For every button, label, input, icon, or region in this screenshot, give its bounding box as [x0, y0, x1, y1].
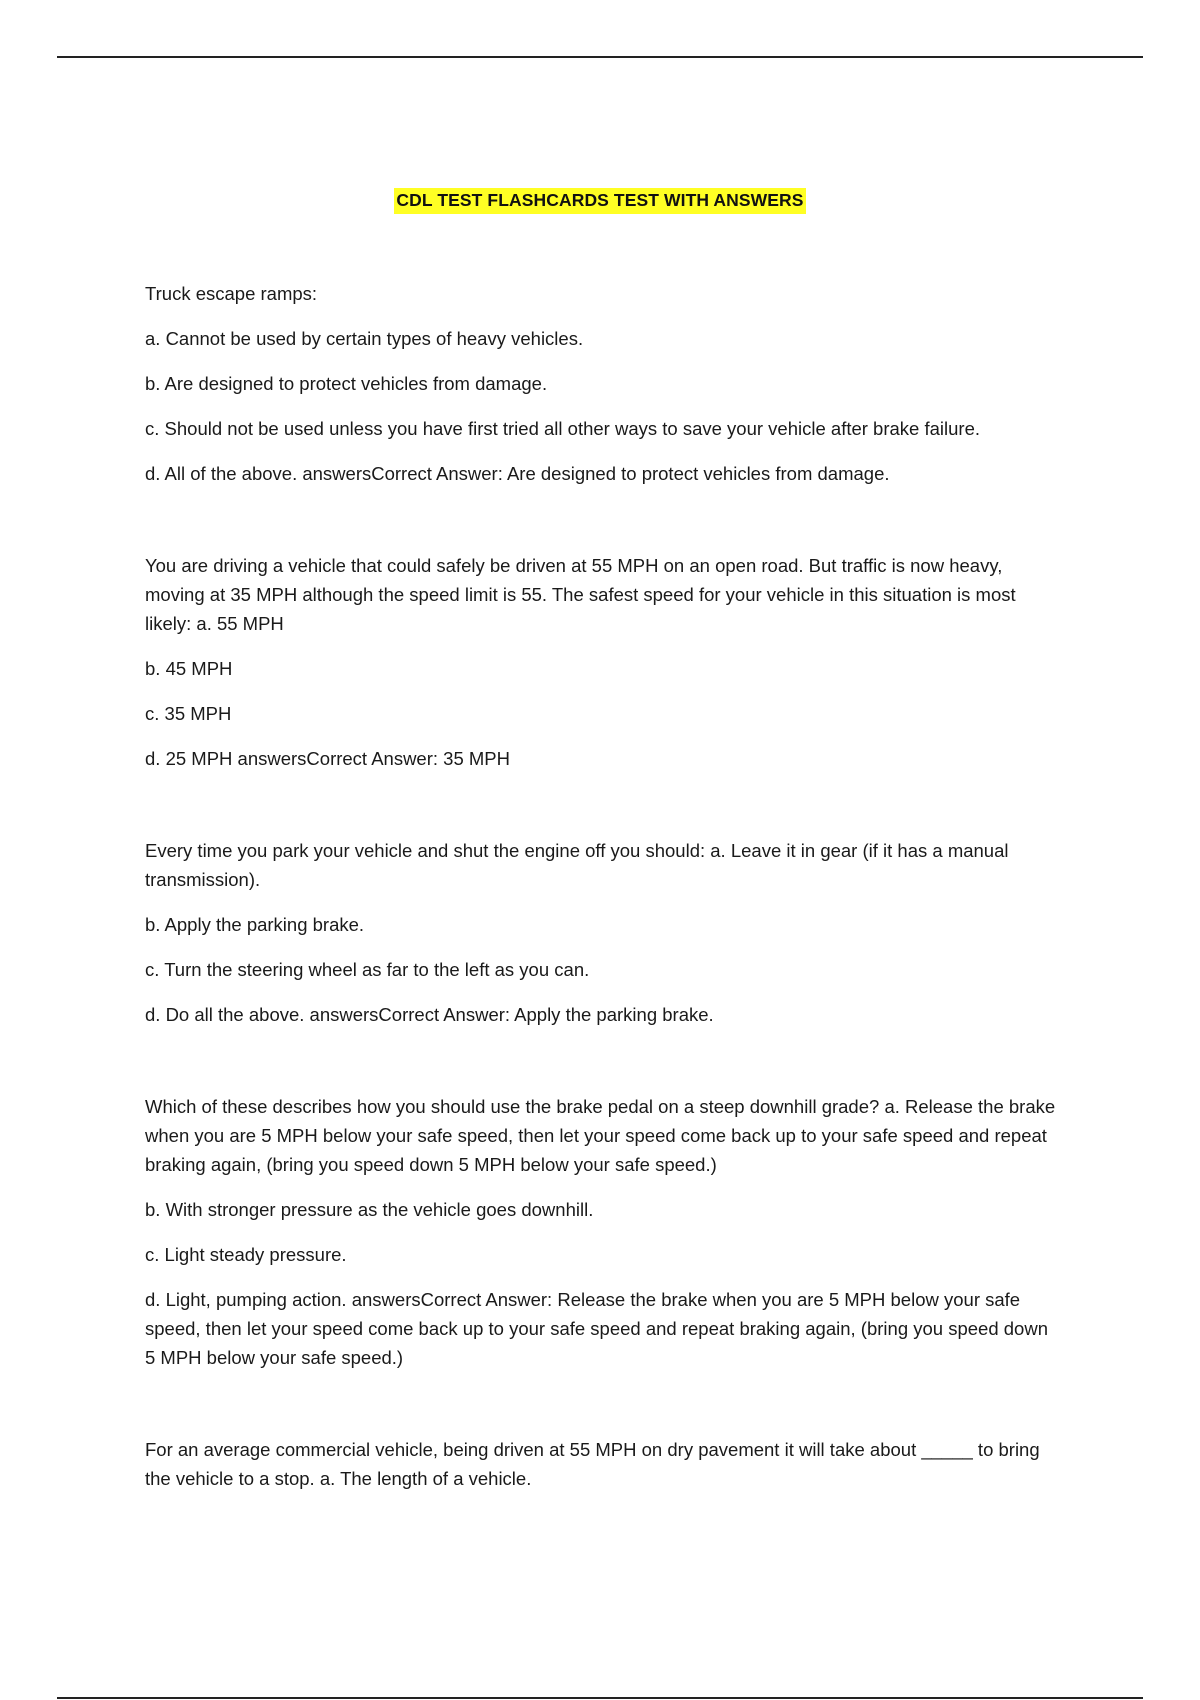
answer-option-c: c. Light steady pressure. [145, 1244, 347, 1265]
answer-option-a: a. Cannot be used by certain types of heavy vehicles. [145, 328, 584, 349]
document-body [145, 279, 1060, 1556]
answer-option-b: b. Apply the parking brake. [145, 914, 365, 935]
question-block-3 [145, 836, 1060, 1029]
question-text: For an average commercial vehicle, being driven at 55 MPH on dry pavement it will take about _____ to bring the vehicle to a stop. a. The length of a vehicle. [145, 1439, 1045, 1489]
answer-option-d-with-correct-answer: d. All of the above. answersCorrect Answer: Are designed to protect vehicles from damage. [145, 463, 890, 484]
question-text: Truck escape ramps: [145, 283, 318, 304]
answer-option-d-with-correct-answer: d. Do all the above. answersCorrect Answer: Apply the parking brake. [145, 1004, 714, 1025]
answer-option-d-with-correct-answer: d. 25 MPH answersCorrect Answer: 35 MPH [145, 748, 510, 769]
question-text: Every time you park your vehicle and shut the engine off you should: a. Leave it in gear (if it has a manual transmission). [145, 840, 1014, 890]
question-text: You are driving a vehicle that could safely be driven at 55 MPH on an open road. But traffic is now heavy, moving at 35 MPH although the speed limit is 55. The safest speed for your vehicle in this situation is most likely: a. 55 MPH [145, 555, 1021, 634]
answer-option-b: b. Are designed to protect vehicles from damage. [145, 373, 548, 394]
document-title: CDL TEST FLASHCARDS TEST WITH ANSWERS [394, 188, 805, 214]
answer-option-b: b. With stronger pressure as the vehicle goes downhill. [145, 1199, 594, 1220]
question-text: Which of these describes how you should use the brake pedal on a steep downhill grade? a. Release the brake when you are 5 MPH below your safe speed, then let your speed come back up to your safe speed and repeat braking again, (bring you speed down 5 MPH below your safe speed.) [145, 1096, 1061, 1175]
answer-option-b: b. 45 MPH [145, 658, 233, 679]
top-divider [57, 56, 1143, 58]
question-block-2 [145, 551, 1060, 773]
answer-option-c: c. 35 MPH [145, 703, 232, 724]
answer-option-c: c. Should not be used unless you have first tried all other ways to save your vehicle after brake failure. [145, 418, 981, 439]
answer-option-c: c. Turn the steering wheel as far to the left as you can. [145, 959, 590, 980]
title-container [0, 188, 1200, 214]
answer-option-d-with-correct-answer: d. Light, pumping action. answersCorrect Answer: Release the brake when you are 5 MPH below your safe speed, then let your speed come back up to your safe speed and repeat braking again, (bring you speed down 5 MPH below your safe speed.) [145, 1289, 1054, 1368]
question-block-1 [145, 279, 1060, 488]
question-block-4 [145, 1092, 1060, 1372]
bottom-divider [57, 1697, 1143, 1699]
question-block-5 [145, 1435, 1060, 1493]
